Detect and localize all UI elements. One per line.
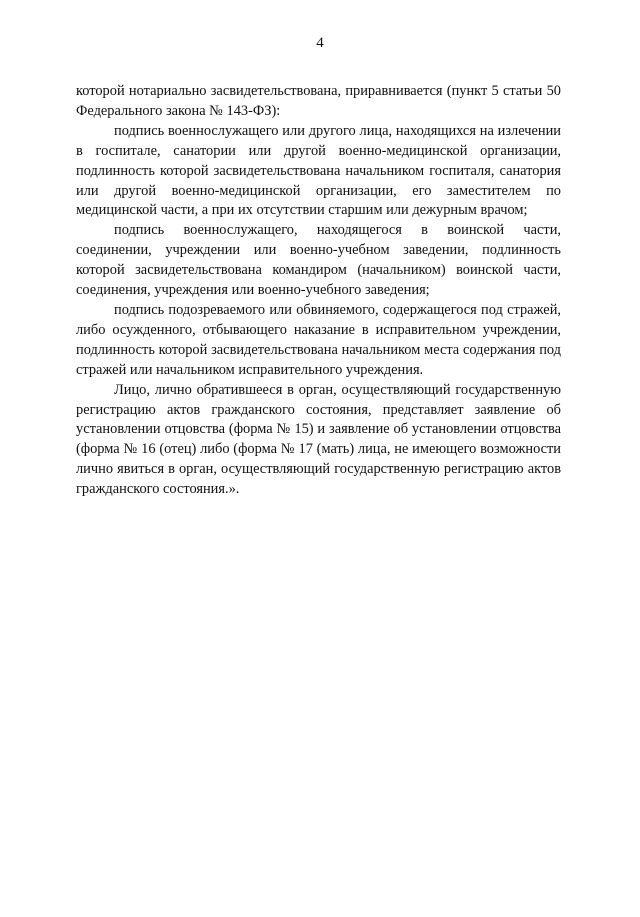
document-body	[76, 82, 561, 500]
page-number: 4	[316, 35, 324, 51]
paragraph-continuation: которой нотариально засвидетельствована, приравнивается (пункт 5 статьи 50 Федерального закона № 143-ФЗ):	[76, 83, 561, 119]
paragraph-military-unit-signature: подпись военнослужащего, находящегося в воинской части, соединении, учреждении или военно-учебном заведении, подлинность которой засвидетельствована командиром (начальником) воинской части, соединения, учреждения или военно-учебного заведения;	[76, 222, 561, 299]
paragraph-hospital-signature: подпись военнослужащего или другого лица, находящихся на излечении в госпитале, санатории или другой военно-медицинской организации, подлинность которой засвидетельствована начальником госпиталя, санатория или другой военно-медицинской организации, его заместителем по медицинской части, а при их отсутствии старшим или дежурным врачом;	[76, 122, 561, 219]
paragraph-detention-signature: подпись подозреваемого или обвиняемого, содержащегося под стражей, либо осужденного, отбывающего наказание в исправительном учреждении, подлинность которой засвидетельствована начальником места содержания под стражей или начальником исправительного учреждения.	[76, 301, 561, 378]
paragraph-paternity-application: Лицо, лично обратившееся в орган, осуществляющий государственную регистрацию актов гражданского состояния, представляет заявление об установлении отцовства (форма № 15) и заявление об установлении отцовства (форма № 16 (отец) либо (форма № 17 (мать) лица, не имеющего возможности лично явиться в орган, осуществляющий государственную регистрацию актов гражданского состояния.».	[76, 381, 561, 498]
